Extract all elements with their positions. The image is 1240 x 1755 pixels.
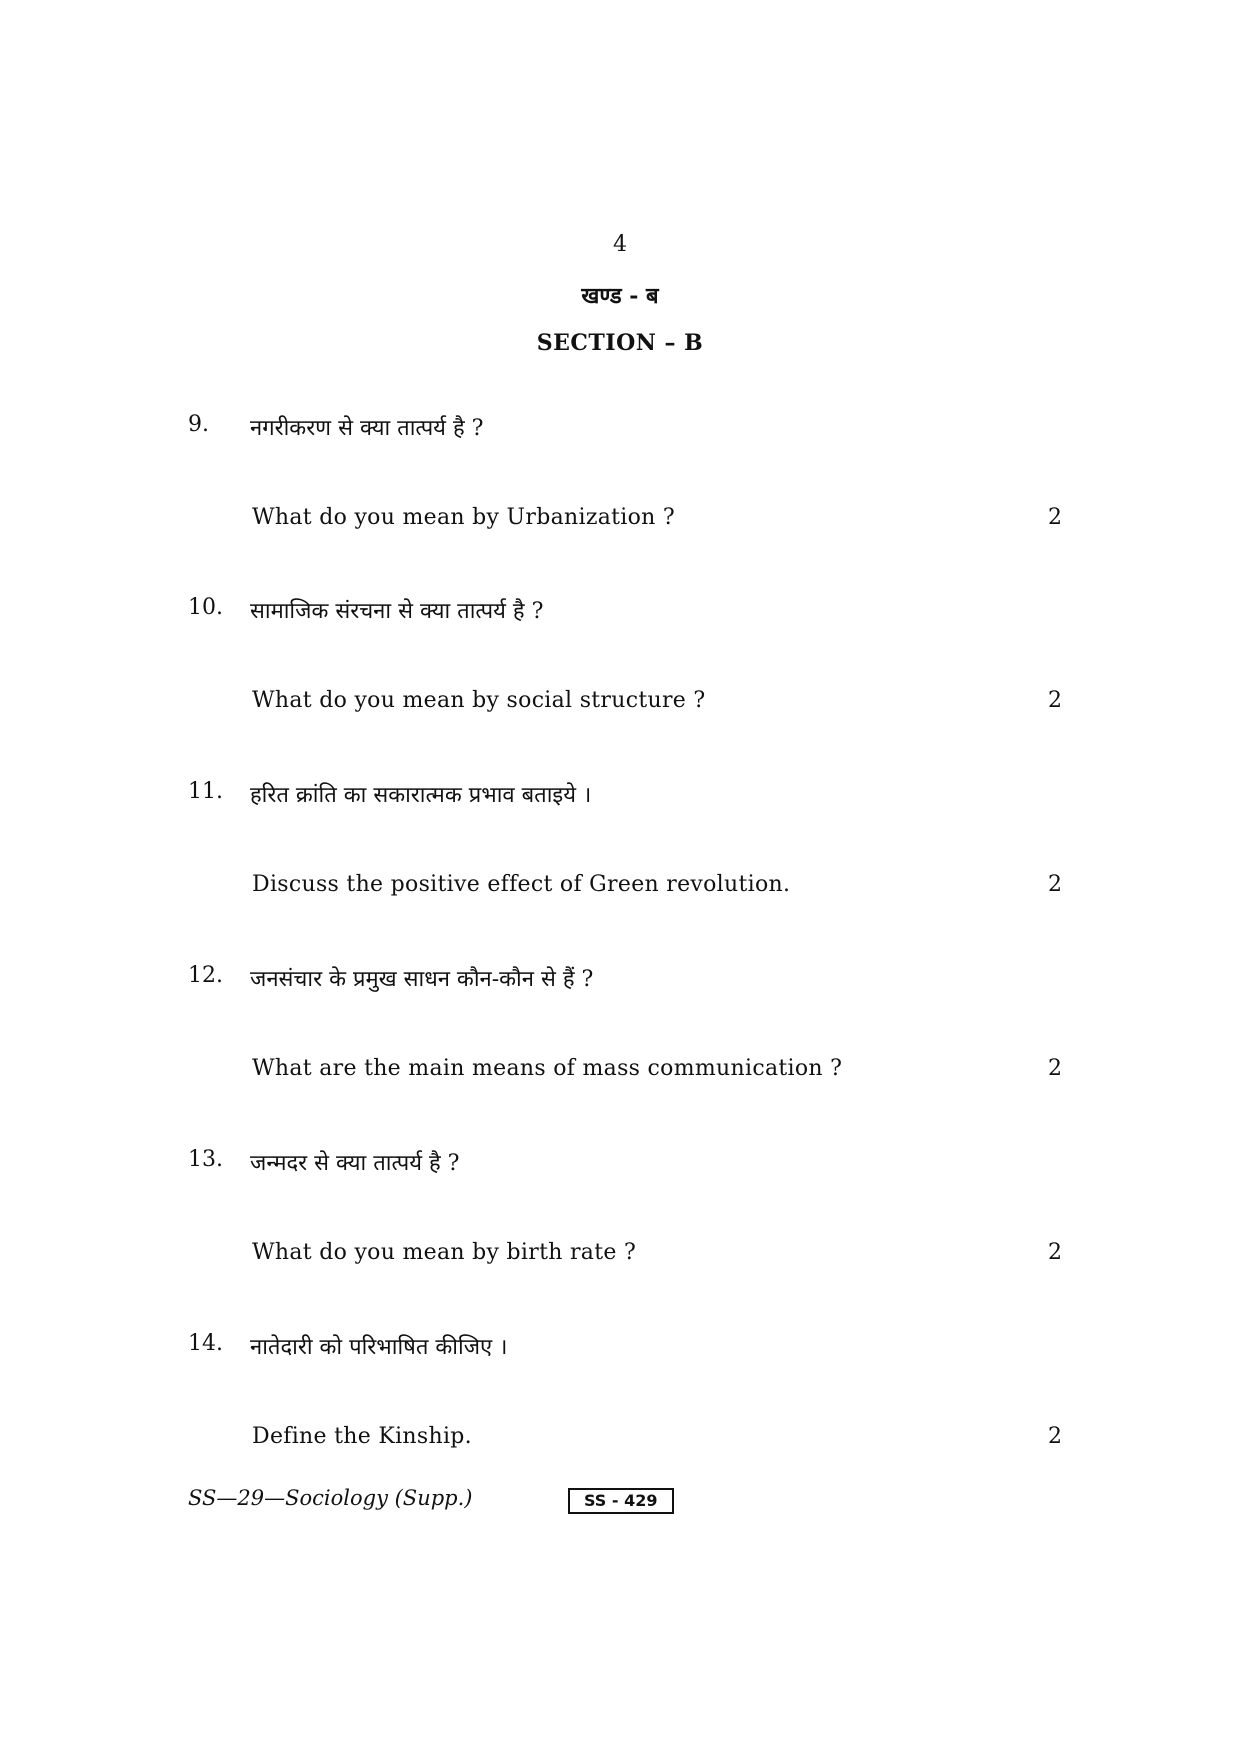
question-number: 12. <box>188 963 223 988</box>
question-text-english: Define the Kinship. <box>252 1424 472 1449</box>
question-text-english: What do you mean by Urbanization ? <box>252 505 676 530</box>
section-heading-hindi: खण्ड - ब <box>581 283 659 309</box>
question-marks: 2 <box>1048 1424 1062 1449</box>
question-9 <box>0 412 1240 582</box>
section-heading-english: SECTION – B <box>536 330 704 356</box>
question-marks: 2 <box>1048 1056 1062 1081</box>
question-text-english: What are the main means of mass communication ? <box>252 1056 843 1081</box>
question-text-english: Discuss the positive effect of Green revolution. <box>252 872 791 897</box>
question-marks: 2 <box>1048 1240 1062 1265</box>
question-text-hindi: नातेदारी को परिभाषित कीजिए । <box>250 1335 508 1360</box>
question-text-hindi: जनसंचार के प्रमुख साधन कौन-कौन से हैं ? <box>250 967 594 992</box>
question-number: 13. <box>188 1147 223 1172</box>
question-14 <box>0 1331 1240 1501</box>
question-text-hindi: हरित क्रांति का सकारात्मक प्रभाव बताइये । <box>250 783 592 808</box>
question-marks: 2 <box>1048 505 1062 530</box>
question-number: 14. <box>188 1331 223 1356</box>
question-text-hindi: सामाजिक संरचना से क्या तात्पर्य है ? <box>250 599 544 624</box>
question-text-hindi: नगरीकरण से क्या तात्पर्य है ? <box>250 416 484 441</box>
page-number: 4 <box>613 232 627 257</box>
question-13 <box>0 1147 1240 1317</box>
question-text-english: What do you mean by birth rate ? <box>252 1240 637 1265</box>
question-number: 11. <box>188 779 223 804</box>
paper-code: SS—29—Sociology (Supp.) <box>188 1486 473 1510</box>
question-12 <box>0 963 1240 1133</box>
question-11 <box>0 779 1240 949</box>
question-text-hindi: जन्मदर से क्या तात्पर्य है ? <box>250 1151 460 1176</box>
question-number: 10. <box>188 595 223 620</box>
page-footer <box>188 1486 1088 1520</box>
question-10 <box>0 595 1240 765</box>
question-marks: 2 <box>1048 688 1062 713</box>
question-text-english: What do you mean by social structure ? <box>252 688 706 713</box>
question-number: 9. <box>188 412 209 437</box>
paper-code-box: SS - 429 <box>568 1488 674 1514</box>
question-marks: 2 <box>1048 872 1062 897</box>
